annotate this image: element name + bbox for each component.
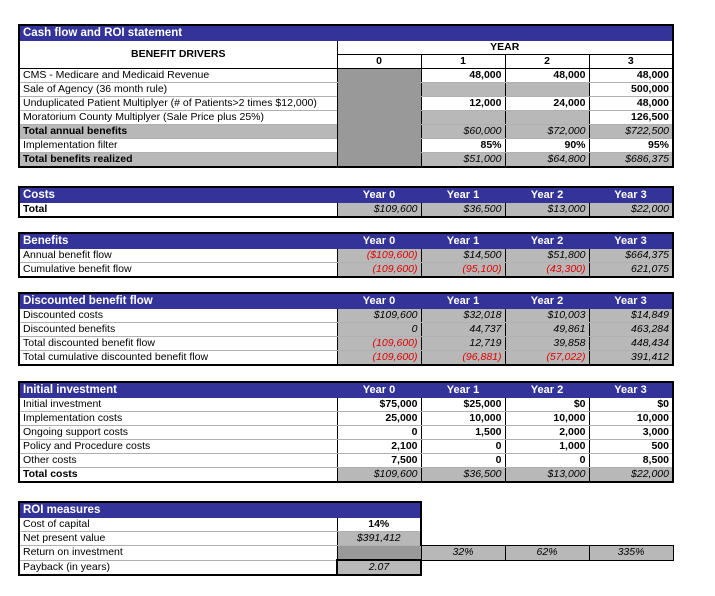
cell: $0 — [589, 398, 673, 412]
cell: $686,375 — [589, 153, 673, 168]
year-col: Year 1 — [421, 187, 505, 203]
roi-year0-blank — [337, 546, 421, 561]
cell: $13,000 — [505, 468, 589, 483]
cell: 500 — [589, 440, 673, 454]
year-col: Year 3 — [589, 382, 673, 398]
discounted-cumulative-label: Total cumulative discounted benefit flow — [19, 351, 337, 366]
row-label: Other costs — [19, 454, 337, 468]
spacer — [505, 532, 589, 546]
cell: $722,500 — [589, 125, 673, 139]
cell: 1,000 — [505, 440, 589, 454]
discounted-table — [18, 292, 674, 366]
year-col: Year 1 — [421, 233, 505, 249]
cell: 48,000 — [589, 69, 673, 83]
year-col: Year 0 — [337, 293, 421, 309]
row-label: Sale of Agency (36 month rule) — [19, 83, 337, 97]
cell: $10,003 — [505, 309, 589, 323]
year-header: YEAR — [337, 41, 673, 55]
roi-table — [18, 501, 674, 576]
cell — [505, 83, 589, 97]
spacer — [421, 518, 505, 532]
discounted-benefits-label: Discounted benefits — [19, 323, 337, 337]
cell: (43,300) — [505, 263, 589, 278]
cell: 48,000 — [505, 69, 589, 83]
roi-year3: 335% — [589, 546, 673, 561]
cell: $25,000 — [421, 398, 505, 412]
cell: (109,600) — [337, 263, 421, 278]
costs-title: Costs — [19, 187, 337, 203]
cell: 391,412 — [589, 351, 673, 366]
spacer — [589, 560, 673, 575]
cell: 1,500 — [421, 426, 505, 440]
cell: (57,022) — [505, 351, 589, 366]
year-col: Year 3 — [589, 293, 673, 309]
investment-table — [18, 381, 674, 483]
payback-value: 2.07 — [337, 560, 421, 575]
row-label: Moratorium County Multiplyer (Sale Price plus 25%) — [19, 111, 337, 125]
cell: 10,000 — [421, 412, 505, 426]
spacer — [421, 532, 505, 546]
cell — [421, 83, 505, 97]
spacer — [589, 502, 673, 518]
total-annual-label: Total annual benefits — [19, 125, 337, 139]
cell: $22,000 — [589, 203, 673, 217]
cost-of-capital-value: 14% — [337, 518, 421, 532]
cashflow-title: Cash flow and ROI statement — [19, 25, 673, 41]
cell: 39,858 — [505, 337, 589, 351]
row-label: Unduplicated Patient Multiplyer (# of Patients>2 times $12,000) — [19, 97, 337, 111]
discounted-total-label: Total discounted benefit flow — [19, 337, 337, 351]
year-col: Year 0 — [337, 233, 421, 249]
year-col: Year 1 — [421, 293, 505, 309]
cell: $109,600 — [337, 468, 421, 483]
cell: 2,100 — [337, 440, 421, 454]
cell: $72,000 — [505, 125, 589, 139]
row-label: Initial investment — [19, 398, 337, 412]
spacer — [505, 502, 589, 518]
cell: 0 — [421, 440, 505, 454]
cell: 44,737 — [421, 323, 505, 337]
cell: (109,600) — [337, 337, 421, 351]
npv-label: Net present value — [19, 532, 337, 546]
annual-flow-label: Annual benefit flow — [19, 249, 337, 263]
cell: 0 — [421, 454, 505, 468]
payback-label: Payback (in years) — [19, 560, 337, 575]
cell — [421, 111, 505, 125]
row-label: CMS - Medicare and Medicaid Revenue — [19, 69, 337, 83]
cell: 95% — [589, 139, 673, 153]
cell: $14,500 — [421, 249, 505, 263]
roi-year1: 32% — [421, 546, 505, 561]
spacer — [421, 560, 505, 575]
cell: 500,000 — [589, 83, 673, 97]
roi-label: Return on investment — [19, 546, 337, 561]
year-col: Year 2 — [505, 293, 589, 309]
cell: 0 — [337, 426, 421, 440]
benefits-table — [18, 232, 674, 278]
year-col: Year 0 — [337, 187, 421, 203]
cell: (96,881) — [421, 351, 505, 366]
row-label: Policy and Procedure costs — [19, 440, 337, 454]
cell: $32,018 — [421, 309, 505, 323]
year-col: Year 2 — [505, 382, 589, 398]
costs-table — [18, 186, 674, 218]
cell: $0 — [505, 398, 589, 412]
cell: $60,000 — [421, 125, 505, 139]
row-label: Implementation costs — [19, 412, 337, 426]
total-realized-label: Total benefits realized — [19, 153, 337, 168]
cell: $75,000 — [337, 398, 421, 412]
cell: $64,800 — [505, 153, 589, 168]
cost-of-capital-label: Cost of capital — [19, 518, 337, 532]
cashflow-table — [18, 24, 674, 168]
year-col-0: 0 — [337, 55, 421, 69]
cell: 85% — [421, 139, 505, 153]
cell: 48,000 — [421, 69, 505, 83]
cell: $14,849 — [589, 309, 673, 323]
npv-value: $391,412 — [337, 532, 421, 546]
year-col-1: 1 — [421, 55, 505, 69]
year-col: Year 1 — [421, 382, 505, 398]
cell: ($109,600) — [337, 249, 421, 263]
cell: 3,000 — [589, 426, 673, 440]
year-col: Year 3 — [589, 187, 673, 203]
cell: 448,434 — [589, 337, 673, 351]
year-col: Year 3 — [589, 233, 673, 249]
cell: 10,000 — [505, 412, 589, 426]
benefit-drivers-header: BENEFIT DRIVERS — [19, 41, 337, 69]
cell: 24,000 — [505, 97, 589, 111]
cell: $22,000 — [589, 468, 673, 483]
total-costs-label: Total costs — [19, 468, 337, 483]
cell: 8,500 — [589, 454, 673, 468]
cell: 25,000 — [337, 412, 421, 426]
roi-year2: 62% — [505, 546, 589, 561]
discounted-costs-label: Discounted costs — [19, 309, 337, 323]
spacer — [505, 518, 589, 532]
cell: 10,000 — [589, 412, 673, 426]
year-col: Year 2 — [505, 233, 589, 249]
cell: $51,000 — [421, 153, 505, 168]
cell — [505, 111, 589, 125]
cell: 12,719 — [421, 337, 505, 351]
cell: $13,000 — [505, 203, 589, 217]
cell: 0 — [337, 323, 421, 337]
cell: 2,000 — [505, 426, 589, 440]
cell: $664,375 — [589, 249, 673, 263]
cell: 621,075 — [589, 263, 673, 278]
costs-total-label: Total — [19, 203, 337, 217]
year-col: Year 0 — [337, 382, 421, 398]
cell: 126,500 — [589, 111, 673, 125]
spacer — [421, 502, 505, 518]
year-col-3: 3 — [589, 55, 673, 69]
cell: $36,500 — [421, 468, 505, 483]
row-label: Ongoing support costs — [19, 426, 337, 440]
cell: $109,600 — [337, 309, 421, 323]
roi-title: ROI measures — [19, 502, 421, 518]
cell: 463,284 — [589, 323, 673, 337]
cell: $109,600 — [337, 203, 421, 217]
cell: 7,500 — [337, 454, 421, 468]
discounted-title: Discounted benefit flow — [19, 293, 337, 309]
cell: 49,861 — [505, 323, 589, 337]
cell: 0 — [505, 454, 589, 468]
cell: 90% — [505, 139, 589, 153]
spacer — [589, 518, 673, 532]
spacer — [589, 532, 673, 546]
cell: $36,500 — [421, 203, 505, 217]
benefits-title: Benefits — [19, 233, 337, 249]
year-col-2: 2 — [505, 55, 589, 69]
year0-blank-cell — [337, 69, 421, 168]
year-col: Year 2 — [505, 187, 589, 203]
cell: $51,800 — [505, 249, 589, 263]
cell: 48,000 — [589, 97, 673, 111]
cell: (95,100) — [421, 263, 505, 278]
cell: (109,600) — [337, 351, 421, 366]
investment-title: Initial investment — [19, 382, 337, 398]
spacer — [505, 560, 589, 575]
cell: 12,000 — [421, 97, 505, 111]
impl-filter-label: Implementation filter — [19, 139, 337, 153]
cumulative-flow-label: Cumulative benefit flow — [19, 263, 337, 278]
